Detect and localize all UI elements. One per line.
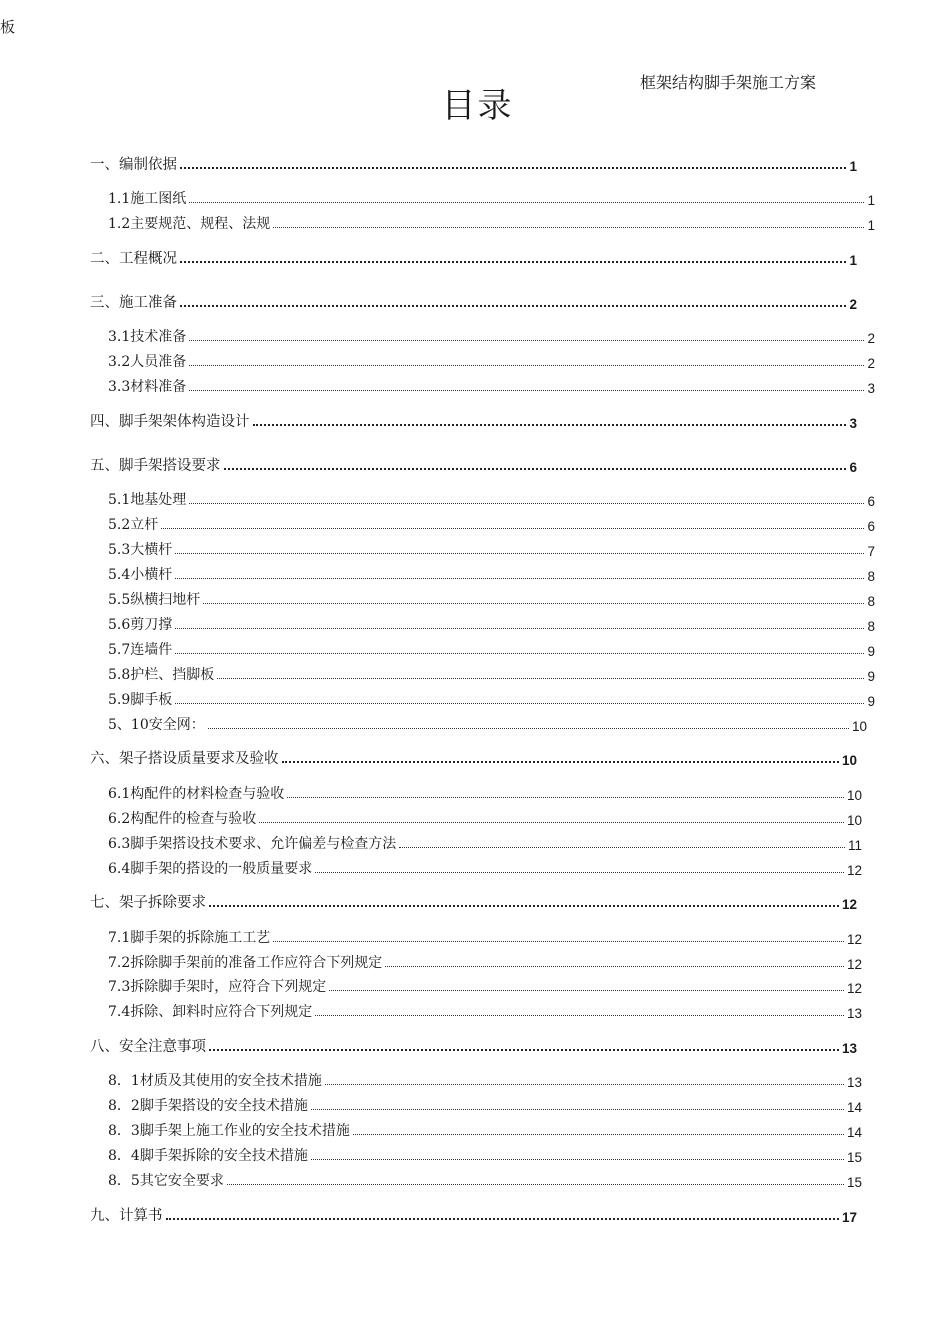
toc-dot-leader [180, 261, 846, 263]
toc-entry[interactable] [108, 1120, 862, 1140]
toc-entry-title: 九、计算书 [90, 1208, 163, 1224]
toc-entry-title: 5.5纵横扫地杆 [108, 592, 201, 608]
toc-entry-page: 10 [846, 813, 862, 828]
toc-entry-page: 2 [867, 331, 875, 346]
toc-dot-leader [227, 1184, 844, 1185]
toc-entry-page: 3 [849, 416, 857, 431]
toc-entry-title: 一、编制依据 [90, 157, 177, 173]
toc-dot-leader [189, 390, 864, 391]
toc-entry[interactable] [90, 892, 857, 912]
toc-entry-page: 9 [867, 694, 875, 709]
toc-dot-leader [189, 340, 864, 341]
toc-entry[interactable] [108, 714, 867, 734]
toc-dot-leader [161, 528, 864, 529]
toc-heading: 目录 [441, 86, 514, 126]
toc-entry-page: 10 [851, 719, 867, 734]
toc-entry[interactable] [108, 589, 875, 609]
toc-entry[interactable] [108, 326, 875, 346]
toc-entry-title: 6.3脚手架搭设技术要求、允许偏差与检查方法 [108, 836, 397, 852]
toc-entry-title: 5.4小横杆 [108, 567, 173, 583]
toc-entry[interactable] [90, 1036, 857, 1056]
toc-dot-leader [175, 553, 864, 554]
toc-entry[interactable] [108, 376, 875, 396]
toc-entry[interactable] [108, 1001, 862, 1021]
toc-entry-title: 八、安全注意事项 [90, 1039, 206, 1055]
toc-entry-title: 7.3拆除脚手架时，应符合下列规定 [108, 979, 327, 995]
toc-entry-title: 1.2主要规范、规程、法规 [108, 216, 271, 232]
toc-entry-page: 7 [867, 544, 875, 559]
toc-entry[interactable] [108, 539, 875, 559]
toc-dot-leader [315, 872, 844, 873]
toc-entry-page: 1 [867, 218, 875, 233]
toc-entry-page: 8 [867, 594, 875, 609]
toc-dot-leader [175, 653, 864, 654]
toc-entry[interactable] [108, 689, 875, 709]
toc-entry-title: 三、施工准备 [90, 295, 177, 311]
toc-entry-page: 1 [849, 159, 857, 174]
toc-entry-title: 6.2构配件的检查与验收 [108, 811, 257, 827]
toc-entry-page: 3 [867, 381, 875, 396]
toc-entry-page: 1 [867, 193, 875, 208]
toc-entry-page: 2 [849, 297, 857, 312]
toc-dot-leader [189, 365, 864, 366]
toc-dot-leader [329, 990, 844, 991]
toc-entry[interactable] [108, 351, 875, 371]
toc-dot-leader [385, 966, 844, 967]
toc-entry-page: 12 [841, 897, 857, 912]
toc-entry-title: 7.2拆除脚手架前的准备工作应符合下列规定 [108, 955, 383, 971]
toc-entry-page: 9 [867, 669, 875, 684]
toc-entry[interactable] [108, 927, 862, 947]
toc-entry-title: 8．3脚手架上施工作业的安全技术措施 [108, 1123, 350, 1139]
toc-entry-title: 7.1脚手架的拆除施工工艺 [108, 930, 271, 946]
corner-text: 板 [0, 18, 16, 36]
toc-entry-page: 8 [867, 619, 875, 634]
toc-entry-page: 15 [846, 1175, 862, 1190]
toc-entry[interactable] [108, 614, 875, 634]
toc-entry-page: 12 [846, 981, 862, 996]
toc-entry[interactable] [90, 748, 857, 768]
toc-entry-title: 5.6剪刀撑 [108, 617, 173, 633]
toc-dot-leader [311, 1109, 844, 1110]
toc-dot-leader [325, 1084, 844, 1085]
toc-entry[interactable] [108, 489, 875, 509]
toc-dot-leader [253, 424, 847, 426]
toc-entry[interactable] [90, 411, 857, 431]
toc-entry-page: 10 [846, 788, 862, 803]
toc-entry-title: 8．5其它安全要求 [108, 1173, 224, 1189]
toc-dot-leader [315, 1015, 844, 1016]
toc-entry[interactable] [108, 858, 862, 878]
toc-entry-page: 13 [841, 1041, 857, 1056]
toc-entry[interactable] [108, 1170, 862, 1190]
toc-entry-title: 5.1地基处理 [108, 492, 187, 508]
toc-entry-page: 6 [849, 460, 857, 475]
toc-entry[interactable] [108, 783, 862, 803]
toc-entry-page: 14 [846, 1100, 862, 1115]
toc-dot-leader [273, 227, 864, 228]
toc-dot-leader [209, 1049, 839, 1051]
toc-dot-leader [217, 678, 864, 679]
toc-entry-title: 5.7连墙件 [108, 642, 173, 658]
toc-entry-page: 12 [846, 957, 862, 972]
toc-entry-page: 10 [841, 753, 857, 768]
toc-dot-leader [224, 468, 847, 470]
toc-entry-page: 6 [867, 519, 875, 534]
toc-dot-leader [175, 703, 864, 704]
toc-entry[interactable] [108, 664, 875, 684]
toc-entry[interactable] [108, 1145, 862, 1165]
toc-entry[interactable] [108, 1070, 862, 1090]
toc-entry-title: 3.2人员准备 [108, 354, 187, 370]
toc-entry-title: 6.4脚手架的搭设的一般质量要求 [108, 861, 313, 877]
toc-entry-title: 六、架子搭设质量要求及验收 [90, 751, 279, 767]
toc-dot-leader [189, 202, 864, 203]
toc-entry-title: 七、架子拆除要求 [90, 895, 206, 911]
toc-entry-title: 5、10安全网： [108, 717, 205, 733]
toc-entry-title: 1.1施工图纸 [108, 191, 187, 207]
toc-entry-page: 14 [846, 1125, 862, 1140]
toc-entry[interactable] [90, 455, 857, 475]
toc-entry[interactable] [108, 514, 875, 534]
toc-dot-leader [180, 167, 846, 169]
toc-entry-page: 13 [846, 1006, 862, 1021]
document-title: 框架结构脚手架施工方案 [640, 73, 817, 92]
toc-entry[interactable] [90, 154, 857, 174]
toc-entry[interactable] [108, 1095, 862, 1115]
toc-entry[interactable] [108, 808, 862, 828]
toc-dot-leader [282, 761, 839, 763]
toc-dot-leader [175, 628, 864, 629]
toc-entry-title: 5.2立杆 [108, 517, 159, 533]
toc-entry-page: 2 [867, 356, 875, 371]
toc-entry-page: 1 [849, 253, 857, 268]
toc-entry-title: 5.3大横杆 [108, 542, 173, 558]
toc-dot-leader [259, 822, 844, 823]
toc-entry-title: 8．1材质及其使用的安全技术措施 [108, 1073, 322, 1089]
toc-dot-leader [175, 578, 864, 579]
toc-dot-leader [399, 847, 845, 848]
toc-entry[interactable] [108, 952, 862, 972]
toc-entry-title: 8．4脚手架拆除的安全技术措施 [108, 1148, 308, 1164]
toc-entry[interactable] [90, 248, 857, 268]
toc-dot-leader [166, 1218, 839, 1220]
toc-entry[interactable] [108, 213, 875, 233]
toc-dot-leader [287, 797, 844, 798]
toc-dot-leader [353, 1134, 844, 1135]
toc-entry-page: 9 [867, 644, 875, 659]
toc-entry[interactable] [108, 564, 875, 584]
toc-entry-title: 6.1构配件的材料检查与验收 [108, 786, 285, 802]
toc-entry-title: 3.1技术准备 [108, 329, 187, 345]
toc-entry-title: 3.3材料准备 [108, 379, 187, 395]
toc-dot-leader [208, 728, 849, 729]
toc-entry-title: 二、工程概况 [90, 251, 177, 267]
toc-dot-leader [273, 941, 844, 942]
toc-entry-page: 12 [846, 863, 862, 878]
toc-entry[interactable] [108, 188, 875, 208]
toc-entry[interactable] [108, 833, 862, 853]
toc-entry-title: 5.8护栏、挡脚板 [108, 667, 215, 683]
toc-dot-leader [209, 905, 839, 907]
toc-entry-page: 15 [846, 1150, 862, 1165]
toc-entry-title: 5.9脚手板 [108, 692, 173, 708]
toc-dot-leader [203, 603, 864, 604]
toc-entry[interactable] [108, 976, 862, 996]
toc-entry[interactable] [90, 1205, 857, 1225]
toc-entry-page: 12 [846, 932, 862, 947]
toc-entry-page: 6 [867, 494, 875, 509]
toc-entry-page: 13 [846, 1075, 862, 1090]
toc-entry-page: 11 [847, 838, 862, 853]
toc-entry-title: 五、脚手架搭设要求 [90, 458, 221, 474]
toc-dot-leader [189, 503, 864, 504]
toc-entry-title: 四、脚手架架体构造设计 [90, 414, 250, 430]
toc-dot-leader [311, 1159, 844, 1160]
toc-entry[interactable] [108, 639, 875, 659]
toc-dot-leader [180, 305, 846, 307]
toc-entry-title: 8．2脚手架搭设的安全技术措施 [108, 1098, 308, 1114]
toc-entry[interactable] [90, 292, 857, 312]
toc-entry-page: 8 [867, 569, 875, 584]
toc-entry-title: 7.4拆除、卸料时应符合下列规定 [108, 1004, 313, 1020]
toc-entry-page: 17 [841, 1210, 857, 1225]
